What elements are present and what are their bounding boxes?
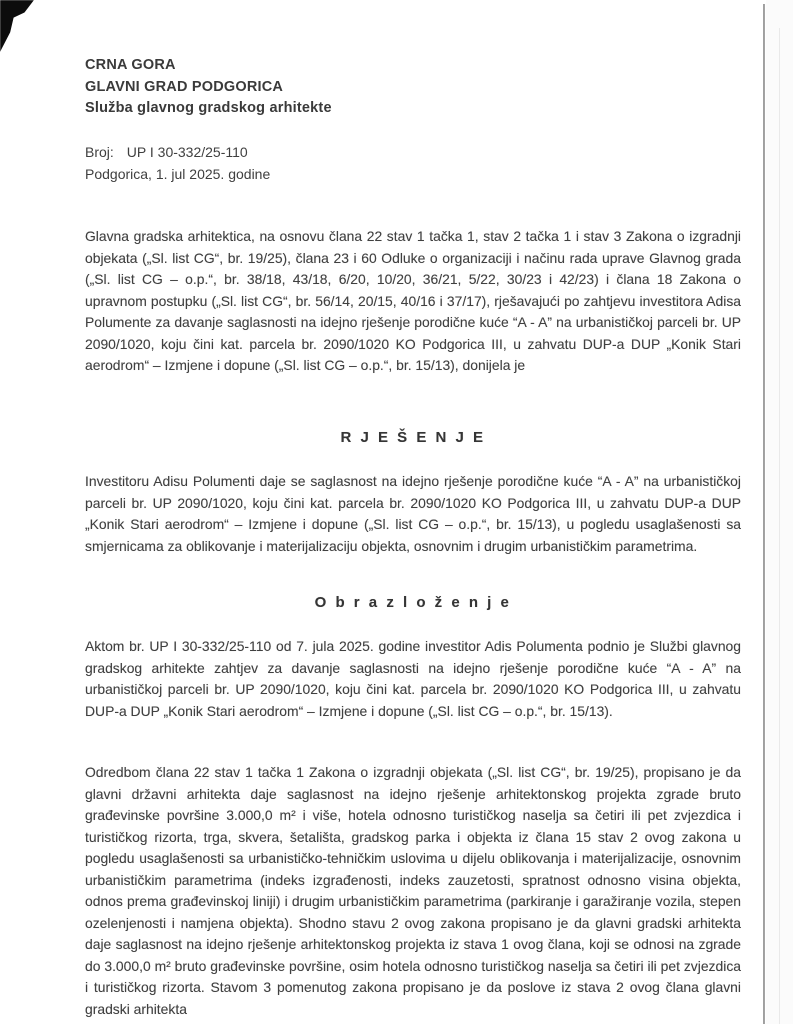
letterhead-city: GLAVNI GRAD PODGORICA (85, 78, 284, 95)
scan-edge-line (763, 4, 765, 1024)
case-number-label: Broj: (85, 144, 114, 160)
place-and-date: Podgorica, 1. jul 2025. godine (85, 166, 271, 182)
letterhead-country: CRNA GORA (85, 57, 176, 73)
case-reference (85, 141, 741, 185)
case-number-value: UP I 30-332/25-110 (126, 144, 248, 160)
paper-edge-faint-line (779, 28, 780, 1024)
scan-corner-smudge (0, 0, 34, 52)
preamble-paragraph: Glavna gradska arhitektica, na osnovu člana 22 stav 1 tačka 1, stav 2 tačka 1 i stav 3 Zakona o izgradnji objekata („Sl. list CG“, br. 19/25), člana 23 i 60 Odluke o organizaciji i načinu rada uprave Glavnog grada („Sl. list CG – o.p.“, br. 38/18, 43/18, 6/20, 10/20, 36/21, 5/22, 30/23 i 42/23) i člana 18 Zakona o upravnom postupku („Sl. list CG“, br. 56/14, 20/15, 40/16 i 37/17), rješavajući po zahtjevu investitora Adisa Polumente za davanje saglasnosti na idejno rješenje porodične kuće “A - A” na urbanističkoj parceli br. UP 2090/1020, koju čini kat. parcela br. 2090/1020 KO Podgorica III, u zahvatu DUP-a DUP „Konik Stari aerodrom“ – Izmjene i dopune („Sl. list CG – o.p.“, br. 15/13), donijela je (85, 228, 741, 373)
rationale-paragraph-1: Aktom br. UP I 30-332/25-110 od 7. jula 2025. godine investitor Adis Polumenta podnio je Službi glavnog gradskog arhitekte zahtjev za davanje saglasnosti na idejno rješenje porodične kuće “A - A” na urbanističkoj parceli br. UP 2090/1020, koju čini kat. parcela br. 2090/1020 KO Podgorica III, u zahvatu DUP-a DUP „Konik Stari aerodrom“ – Izmjene i dopune („Sl. list CG – o.p.“, br. 15/13). (85, 638, 741, 719)
letterhead (85, 55, 741, 120)
letterhead-office: Služba glavnog gradskog arhitekte (85, 100, 332, 116)
decision-paragraph: Investitoru Adisu Polumenti daje se saglasnost na idejno rješenje porodične kuće “A - A” na urbanističkoj parceli br. UP 2090/1020, koju čini kat. parcela br. 2090/1020 KO Podgorica III, u zahvatu DUP-a DUP „Konik Stari aerodrom“ – Izmjene i dopune („Sl. list CG – o.p.“, br. 15/13), u pogledu usaglašenosti sa smjernicama za oblikovanje i materijalizaciju objekta, osnovnim i drugim urbanističkim parametrima. (85, 473, 741, 554)
case-number-line (85, 141, 741, 163)
rationale-heading: O b r a z l o ž e n j e (314, 594, 512, 611)
rationale-paragraph-2: Odredbom člana 22 stav 1 tačka 1 Zakona o izgradnji objekata („Sl. list CG“, br. 19/25), propisano je da glavni državni arhitekta daje saglasnost na idejno rješenje arhitektonskog projekta zgrade bruto građevinske površine 3.000,0 m² i više, hotela odnosno turističkog naselja sa četiri ili pet zvjezdica i turističkog rizorta, trga, skvera, šetališta, gradskog parka i objekta iz člana 15 stav 2 ovog zakona u pogledu usaglašenosti sa urbanističko-tehničkim uslovima u dijelu oblikovanja i materijalizacije, osnovnim urbanističkim parametrima (indeks izgrađenosti, indeks zauzetosti, spratnost odnosno visina objekta, odnos prema građevinskoj liniji) i drugim urbanističkim parametrima (parkiranje i garažiranje vozila, stepen ozelenjenosti i namjena objekta). Shodno stavu 2 ovog zakona propisano je da glavni gradski arhitekta daje saglasnost na idejno rješenje arhitektonskog projekta iz stava 1 ovog člana, koji se odnosi na zgrade do 3.000,0 m² bruto građevinske površine, osim hotela odnosno turističkog naselja sa četiri ili pet zvjezdica i turističkog rizorta. Stavom 3 pomenutog zakona propisano je da poslove iz stava 2 ovog člana glavni gradski arhitekta (85, 764, 741, 1017)
decision-heading: R J E Š E N J E (340, 429, 486, 446)
